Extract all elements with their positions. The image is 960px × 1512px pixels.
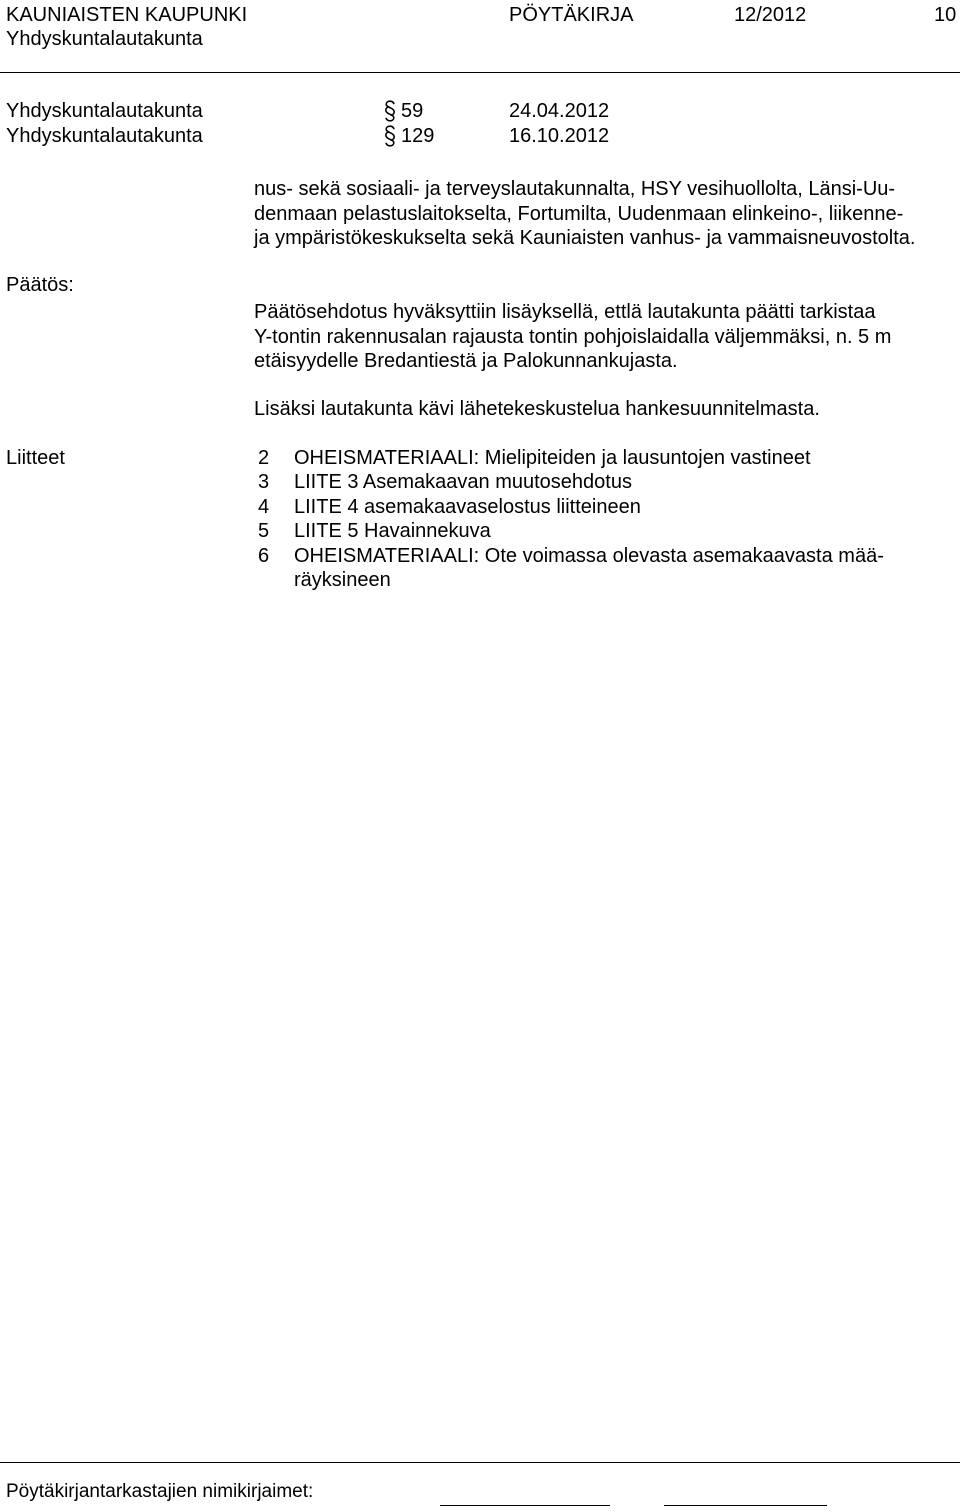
attachment-title: OHEISMATERIAALI: Mielipiteiden ja lausuntojen vastineet xyxy=(294,447,811,469)
continuation-paragraph xyxy=(254,177,944,251)
attachment-title-continuation: räyksineen xyxy=(294,569,391,591)
footer-divider xyxy=(0,1462,960,1463)
section-sign-icon xyxy=(383,100,397,122)
signature-line xyxy=(664,1505,827,1506)
committee-name: Yhdyskuntalautakunta xyxy=(6,28,203,50)
decision-label: Päätös: xyxy=(6,274,74,296)
paragraph-line: Y-tontin rakennusalan rajausta tontin pohjoislaidalla väljemmäksi, n. 5 m xyxy=(254,325,892,348)
paragraph-line: nus- sekä sosiaali- ja terveyslautakunnalta, HSY vesihuollolta, Länsi-Uu- xyxy=(254,178,896,200)
page-number: 10 xyxy=(934,4,957,26)
reference-committee: Yhdyskuntalautakunta xyxy=(6,100,203,122)
attachment-title: OHEISMATERIAALI: Ote voimassa olevasta asemakaavasta mää- xyxy=(294,545,884,567)
signature-line xyxy=(440,1505,610,1506)
attachments-label: Liitteet xyxy=(6,447,65,469)
paragraph-line: ja ympäristökeskukselta sekä Kauniaisten vanhus- ja vammaisneuvostolta. xyxy=(254,227,916,249)
paragraph-line: denmaan pelastuslaitokselta, Fortumilta, Uudenmaan elinkeino-, liikenne- xyxy=(254,202,904,225)
document-type: PÖYTÄKIRJA xyxy=(509,4,634,26)
attachment-number: 3 xyxy=(258,471,270,493)
document-number: 12/2012 xyxy=(734,4,807,26)
attachment-title: LIITE 5 Havainnekuva xyxy=(294,520,491,542)
reference-section: 59 xyxy=(401,100,424,122)
reference-committee: Yhdyskuntalautakunta xyxy=(6,125,203,147)
signature-label: Pöytäkirjantarkastajien nimikirjaimet: xyxy=(6,1481,314,1502)
header-divider xyxy=(0,72,960,73)
org-name: KAUNIAISTEN KAUPUNKI xyxy=(6,4,248,26)
decision-paragraph xyxy=(254,300,944,374)
attachment-title: LIITE 3 Asemakaavan muutosehdotus xyxy=(294,471,632,493)
paragraph-line: etäisyydelle Bredantiestä ja Palokunnankujasta. xyxy=(254,350,678,372)
attachment-title: LIITE 4 asemakaavaselostus liitteineen xyxy=(294,496,641,518)
decision-addition: Lisäksi lautakunta kävi lähetekeskustelua hankesuunnitelmasta. xyxy=(254,398,820,420)
reference-date: 16.10.2012 xyxy=(509,125,610,147)
attachment-number: 4 xyxy=(258,496,270,518)
section-sign-icon xyxy=(383,125,397,147)
attachment-number: 2 xyxy=(258,447,270,469)
reference-date: 24.04.2012 xyxy=(509,100,610,122)
attachment-number: 6 xyxy=(258,545,270,567)
attachment-number: 5 xyxy=(258,520,270,542)
reference-section: 129 xyxy=(401,125,435,147)
paragraph-line: Päätösehdotus hyväksyttiin lisäyksellä, ettlä lautakunta päätti tarkistaa xyxy=(254,301,876,323)
